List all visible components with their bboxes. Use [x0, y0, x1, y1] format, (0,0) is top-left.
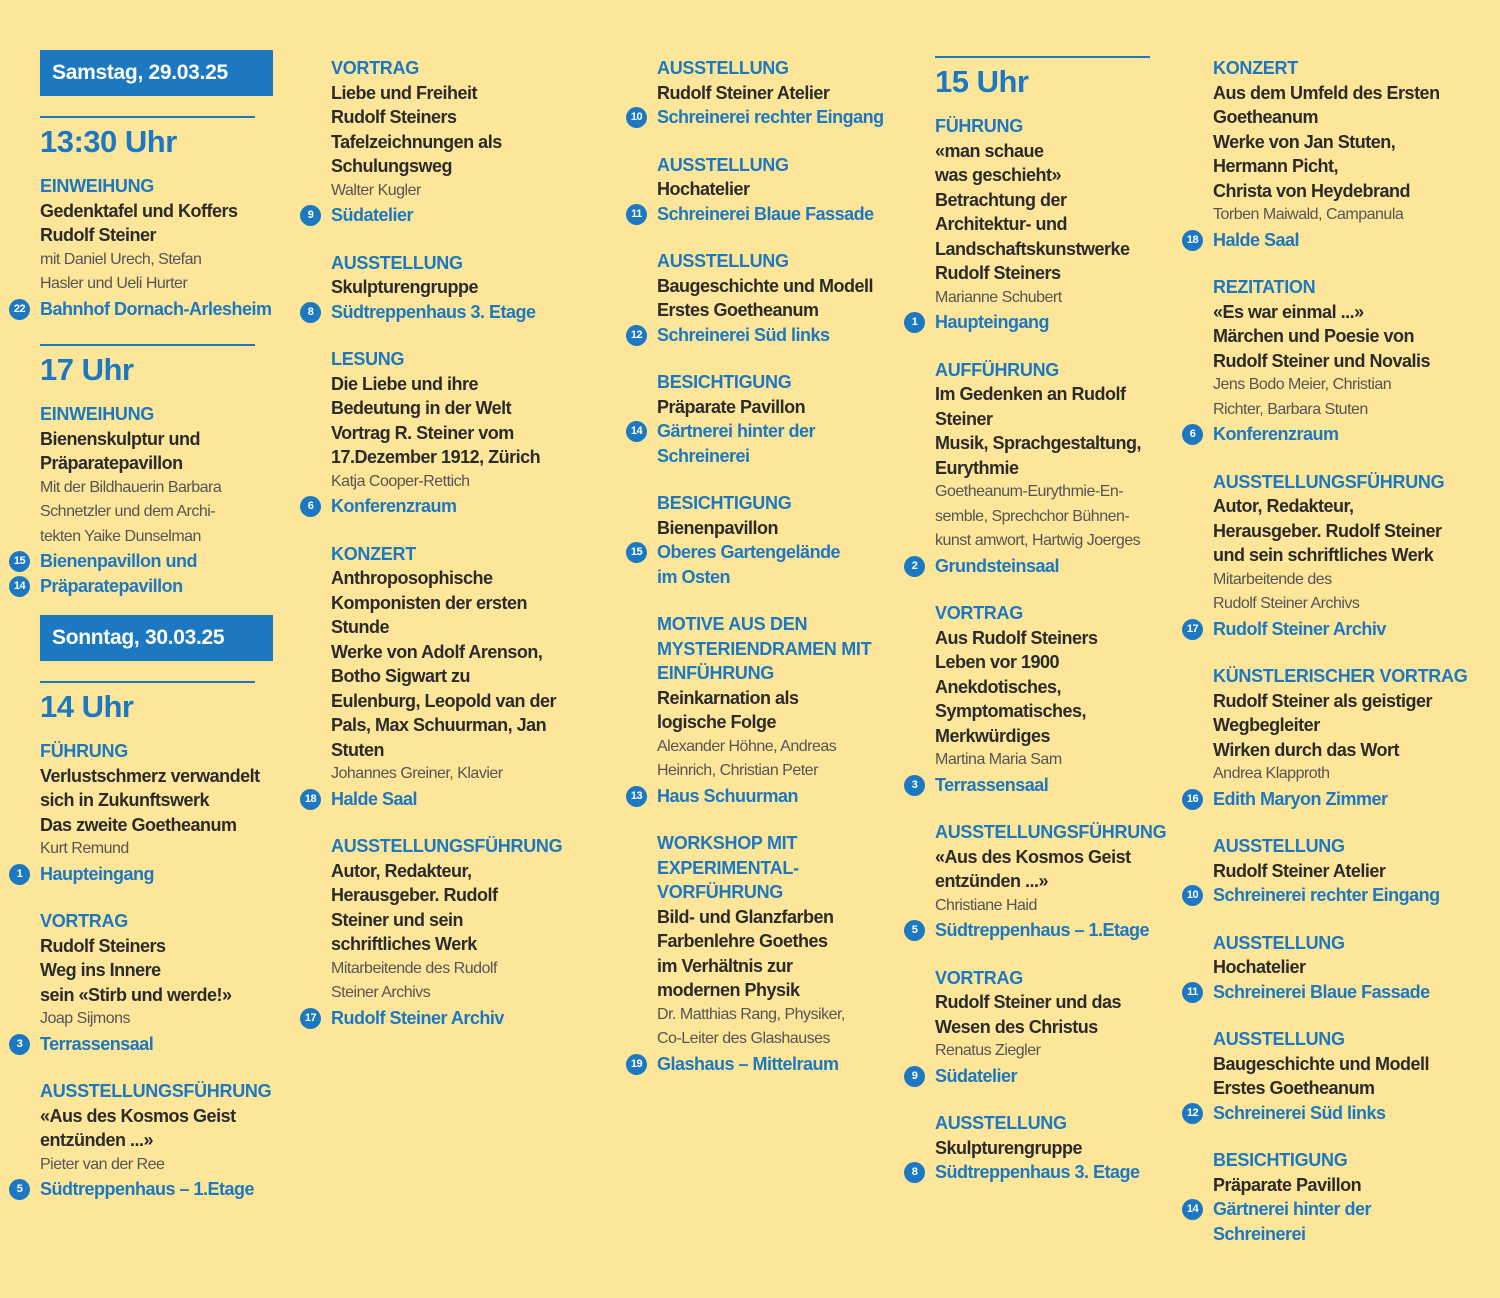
location-name: Südtreppenhaus – 1.Etage — [40, 1179, 255, 1199]
event-item — [1187, 931, 1483, 1005]
event-item — [1186, 1027, 1483, 1125]
location-name: Präparatepavillon — [40, 575, 183, 596]
event-people: Andrea Klapproth — [1213, 765, 1330, 782]
location-name: Haus Schuurman — [657, 785, 799, 806]
event-item — [16, 1079, 295, 1202]
event-item — [630, 831, 907, 1076]
event-location — [13, 297, 295, 322]
event-title: Rudolf Steiner Atelier — [657, 82, 830, 103]
time-heading: 14 Uhr — [40, 689, 134, 724]
event-people: Joap Sijmons — [40, 1010, 131, 1027]
event-item — [16, 739, 295, 886]
location-number-badge: 18 — [1182, 230, 1203, 251]
event-category: BESICHTIGUNG — [657, 372, 792, 392]
location-number-badge: 9 — [904, 1066, 925, 1087]
event-item — [304, 834, 591, 1030]
event-title: Bild- und Glanzfarben Farbenlehre Goethes im Verhältnis zur modernen Physik — [657, 906, 834, 1000]
event-item — [1189, 275, 1483, 447]
event-category: EINWEIHUNG — [40, 404, 155, 424]
event-category: MOTIVE AUS DEN MYSTERIENDRAMEN MIT EINFÜHRUNG — [657, 614, 872, 683]
location-name: Südatelier — [331, 205, 414, 225]
time-heading: 17 Uhr — [40, 352, 134, 387]
location-name: Schreinerei rechter Eingang — [1213, 885, 1440, 905]
location-name: Rudolf Steiner Archiv — [1213, 618, 1386, 639]
location-number-badge: 15 — [9, 551, 30, 572]
event-item — [13, 174, 295, 321]
event-location — [630, 540, 907, 589]
event-people: Mitarbeitende des Rudolf Steiner Archivs — [331, 959, 497, 1001]
event-category: KONZERT — [1213, 58, 1298, 78]
schedule-column-3 — [630, 56, 907, 1099]
location-name: Südtreppenhaus 3. Etage — [331, 301, 536, 322]
location-number-badge: 5 — [904, 920, 925, 941]
event-location — [911, 918, 1185, 943]
event-title: Die Liebe und ihre Bedeutung in der Welt Vortrag R. Steiner vom 17.Dezember 1912, Zürich — [331, 373, 541, 467]
location-name: Schreinerei rechter Eingang — [657, 107, 884, 127]
location-number-badge: 17 — [1182, 619, 1203, 640]
event-people: Torben Maiwald, Campanula — [1213, 206, 1404, 223]
event-title: «Es war einmal ...» Märchen und Poesie von Rudolf Steiner und Novalis — [1213, 301, 1431, 371]
event-item — [307, 56, 591, 228]
event-title: Autor, Redakteur, Herausgeber. Rudolf Steiner und sein schriftliches Werk — [1213, 496, 1442, 565]
location-name: Haupteingang — [935, 312, 1049, 332]
day-header: Samstag, 29.03.25 — [40, 50, 273, 96]
event-title: Gedenktafel und Koffers Rudolf Steiner — [40, 200, 238, 245]
event-item — [1186, 470, 1483, 642]
event-category: AUSSTELLUNG — [1213, 1029, 1345, 1049]
location-name: Südtreppenhaus – 1.Etage — [935, 920, 1150, 940]
event-item — [630, 491, 907, 589]
event-category: REZITATION — [1213, 277, 1316, 297]
event-title: Bienenpavillon — [657, 517, 779, 538]
event-title: Reinkarnation als logische Folge — [657, 687, 799, 732]
location-name: Rudolf Steiner Archiv — [331, 1007, 504, 1028]
event-title: Liebe und Freiheit Rudolf Steiners Tafelzeichnungen als Schulungsweg — [331, 82, 502, 176]
event-location — [630, 419, 907, 468]
event-location — [630, 323, 907, 348]
location-number-badge: 1 — [9, 864, 30, 885]
location-name: Schreinerei Blaue Fassade — [1213, 981, 1430, 1002]
event-people: Dr. Matthias Rang, Physiker, Co-Leiter des Glashauses — [657, 1005, 845, 1047]
event-item — [13, 402, 295, 598]
location-name: Terrassensaal — [40, 1033, 154, 1054]
event-title: Baugeschichte und Modell Erstes Goetheanum — [1213, 1053, 1430, 1098]
time-heading: 13:30 Uhr — [40, 124, 177, 159]
location-number-badge: 6 — [1182, 424, 1203, 445]
location-name: Schreinerei Blaue Fassade — [657, 203, 874, 224]
event-title: Im Gedenken an Rudolf Steiner Musik, Sprachgestaltung, Eurythmie — [935, 384, 1142, 478]
event-item — [1186, 834, 1483, 908]
time-heading: 15 Uhr — [935, 64, 1029, 99]
location-number-badge: 8 — [904, 1162, 925, 1183]
event-item — [1186, 664, 1483, 811]
event-location — [1186, 1101, 1483, 1126]
event-location — [307, 300, 591, 325]
location-number-badge: 16 — [1182, 789, 1203, 810]
event-people: Johannes Greiner, Klavier — [331, 765, 503, 782]
location-number-badge: 15 — [626, 542, 647, 563]
event-category: AUSSTELLUNG — [1213, 836, 1345, 856]
event-location — [304, 1006, 591, 1031]
event-item — [307, 347, 591, 519]
event-location — [1186, 617, 1483, 642]
event-category: AUSSTELLUNG — [657, 251, 789, 271]
location-name: Gärtnerei hinter der Schreinerei — [1213, 1199, 1372, 1244]
location-name: Konferenzraum — [331, 496, 457, 516]
event-category: AUSSTELLUNGSFÜHRUNG — [40, 1081, 272, 1101]
event-people: mit Daniel Urech, Stefan Hasler und Ueli Hurter — [40, 250, 202, 292]
event-category: VORTRAG — [331, 58, 419, 78]
event-people: Pieter van der Ree — [40, 1155, 165, 1173]
event-item — [631, 153, 907, 227]
event-item — [630, 612, 907, 808]
event-location — [1186, 883, 1483, 908]
event-location — [16, 1032, 295, 1057]
event-category: BESICHTIGUNG — [657, 493, 792, 513]
event-location — [1187, 980, 1483, 1005]
event-category: AUSSTELLUNG — [935, 1113, 1067, 1133]
event-location — [13, 549, 295, 574]
location-number-badge: 6 — [300, 496, 321, 517]
location-number-badge: 13 — [626, 786, 647, 807]
event-location — [304, 787, 591, 812]
event-category: AUFFÜHRUNG — [935, 359, 1059, 380]
event-location — [13, 574, 295, 599]
event-title: Autor, Redakteur, Herausgeber. Rudolf Steiner und sein schriftliches Werk — [331, 860, 498, 954]
event-item — [911, 966, 1185, 1089]
event-title: Aus dem Umfeld des Ersten Goetheanum Werke von Jan Stuten, Hermann Picht, Christa von Heydebrand — [1213, 82, 1440, 201]
event-category: KÜNSTLERISCHER VORTRAG — [1213, 666, 1468, 686]
location-name: Grundsteinsaal — [935, 555, 1060, 576]
event-item — [1186, 1148, 1483, 1246]
location-number-badge: 14 — [626, 421, 647, 442]
day-header: Sonntag, 30.03.25 — [40, 615, 273, 661]
event-category: AUSSTELLUNGSFÜHRUNG — [935, 822, 1167, 842]
location-number-badge: 9 — [300, 205, 321, 226]
location-number-badge: 12 — [1182, 1103, 1203, 1124]
location-name: Bienenpavillon und — [40, 551, 198, 571]
event-category: VORTRAG — [935, 967, 1023, 988]
location-number-badge: 14 — [1182, 1199, 1203, 1220]
event-location — [1186, 228, 1483, 253]
location-number-badge: 11 — [626, 204, 647, 225]
location-name: Halde Saal — [331, 788, 418, 809]
schedule-column-1 — [13, 56, 295, 1225]
event-category: AUSSTELLUNGSFÜHRUNG — [1213, 471, 1445, 492]
event-category: KONZERT — [331, 543, 416, 564]
event-title: «Aus des Kosmos Geist entzünden ...» — [935, 846, 1131, 891]
event-category: AUSSTELLUNG — [1213, 932, 1345, 953]
location-name: Südtreppenhaus 3. Etage — [935, 1162, 1140, 1182]
location-number-badge: 18 — [300, 789, 321, 810]
event-people: Katja Cooper-Rettich — [331, 472, 470, 490]
event-location — [16, 862, 295, 887]
location-number-badge: 5 — [9, 1179, 30, 1200]
event-people: Walter Kugler — [331, 181, 421, 199]
event-category: WORKSHOP MIT EXPERIMENTAL- VORFÜHRUNG — [657, 833, 799, 902]
location-name: Gärtnerei hinter der Schreinerei — [657, 421, 816, 466]
event-category: FÜHRUNG — [935, 116, 1023, 136]
location-name: Edith Maryon Zimmer — [1213, 788, 1388, 809]
event-location — [1186, 787, 1483, 812]
event-title: «Aus des Kosmos Geist entzünden ...» — [40, 1105, 236, 1150]
event-item — [630, 370, 907, 468]
event-category: VORTRAG — [40, 911, 128, 931]
event-category: LESUNG — [331, 349, 405, 369]
event-location — [911, 1160, 1185, 1185]
event-category: EINWEIHUNG — [40, 176, 155, 196]
event-location — [1186, 1197, 1483, 1246]
location-number-badge: 11 — [1182, 982, 1203, 1003]
event-title: Aus Rudolf Steiners Leben vor 1900 Anekdotisches, Symptomatisches, Merkwürdiges — [935, 627, 1098, 746]
event-category: AUSSTELLUNGSFÜHRUNG — [331, 836, 563, 856]
event-location — [307, 494, 591, 519]
schedule-column-4 — [911, 56, 1185, 1208]
event-item — [16, 909, 295, 1056]
event-item — [630, 249, 907, 347]
event-people: Goetheanum-Eurythmie-En- semble, Sprechchor Bühnen- kunst amwort, Hartwig Joerges — [935, 483, 1141, 549]
event-location — [307, 203, 591, 228]
event-item — [307, 251, 591, 325]
event-category: VORTRAG — [935, 603, 1023, 623]
event-title: Skulpturengruppe — [935, 1137, 1083, 1158]
event-people: Mit der Bildhauerin Barbara Schnetzler und dem Archi- tekten Yaike Dunselman — [40, 478, 222, 545]
event-title: Verlustschmerz verwandelt sich in Zukunftswerk Das zweite Goetheanum — [40, 765, 260, 835]
event-location — [911, 310, 1185, 335]
location-number-badge: 1 — [904, 312, 925, 333]
location-name: Konferenzraum — [1213, 424, 1339, 444]
location-name: Terrassensaal — [935, 774, 1049, 795]
location-number-badge: 22 — [9, 299, 30, 320]
event-item — [911, 601, 1185, 797]
event-people: Christiane Haid — [935, 896, 1037, 914]
time-divider — [40, 116, 255, 118]
event-title: Baugeschichte und Modell Erstes Goetheanum — [657, 275, 874, 320]
location-name: Oberes Gartengelände im Osten — [657, 542, 841, 587]
location-name: Halde Saal — [1213, 229, 1300, 250]
event-item — [630, 56, 907, 130]
schedule-column-5 — [1186, 56, 1483, 1269]
event-people: Mitarbeitende des Rudolf Steiner Archivs — [1213, 570, 1360, 612]
event-location — [911, 773, 1185, 798]
event-people: Kurt Remund — [40, 840, 129, 857]
event-location — [1189, 422, 1483, 447]
time-divider — [935, 56, 1150, 58]
event-item — [1186, 56, 1483, 252]
event-location — [631, 202, 907, 227]
location-name: Haupteingang — [40, 863, 154, 884]
event-title: Anthroposophische Komponisten der ersten Stunde Werke von Adolf Arenson, Botho Sigwart zu Eulenburg, Leopold van der Pals, Max Schuurman, Jan Stuten — [331, 568, 557, 760]
event-title: Rudolf Steiners Weg ins Innere sein «Stirb und werde!» — [40, 935, 232, 1005]
event-location — [16, 1177, 295, 1202]
event-item — [911, 1111, 1185, 1185]
event-item — [911, 114, 1185, 335]
event-title: Hochatelier — [1213, 957, 1306, 977]
location-number-badge: 3 — [904, 775, 925, 796]
event-item — [911, 358, 1185, 579]
location-name: Schreinerei Süd links — [657, 324, 830, 345]
event-title: Rudolf Steiner und das Wesen des Christus — [935, 992, 1122, 1037]
event-category: FÜHRUNG — [40, 741, 128, 761]
event-title: Bienenskulptur und Präparatepavillon — [40, 428, 201, 473]
event-title: Rudolf Steiner Atelier — [1213, 860, 1386, 881]
event-location — [911, 1064, 1185, 1089]
event-title: Präparate Pavillon — [657, 396, 806, 417]
schedule-column-2 — [304, 56, 591, 1053]
event-location — [630, 105, 907, 130]
location-number-badge: 10 — [626, 107, 647, 128]
location-number-badge: 8 — [300, 302, 321, 323]
time-divider — [40, 344, 255, 346]
location-number-badge: 12 — [626, 325, 647, 346]
time-divider — [40, 681, 255, 683]
event-location — [911, 554, 1185, 579]
event-people: Martina Maria Sam — [935, 751, 1062, 768]
event-title: Präparate Pavillon — [1213, 1174, 1362, 1195]
event-category: BESICHTIGUNG — [1213, 1150, 1348, 1170]
event-item — [304, 542, 591, 812]
location-number-badge: 14 — [9, 576, 30, 597]
location-number-badge: 2 — [904, 556, 925, 577]
event-category: AUSSTELLUNG — [331, 252, 463, 273]
event-location — [630, 784, 907, 809]
event-category: AUSSTELLUNG — [657, 154, 789, 175]
event-people: Renatus Ziegler — [935, 1042, 1041, 1059]
location-number-badge: 17 — [300, 1008, 321, 1029]
event-title: Skulpturengruppe — [331, 277, 479, 297]
location-name: Glashaus – Mittelraum — [657, 1053, 839, 1074]
location-number-badge: 19 — [626, 1054, 647, 1075]
event-location — [630, 1052, 907, 1077]
location-name: Bahnhof Dornach-Arlesheim — [40, 298, 272, 319]
event-item — [911, 820, 1185, 943]
location-name: Südatelier — [935, 1065, 1018, 1086]
event-title: Rudolf Steiner als geistiger Wegbegleiter Wirken durch das Wort — [1213, 690, 1433, 760]
event-title: Hochatelier — [657, 179, 750, 199]
location-number-badge: 10 — [1182, 885, 1203, 906]
event-people: Alexander Höhne, Andreas Heinrich, Christian Peter — [657, 737, 837, 779]
location-name: Schreinerei Süd links — [1213, 1102, 1386, 1123]
location-number-badge: 3 — [9, 1034, 30, 1055]
event-title: «man schaue was geschieht» Betrachtung der Architektur- und Landschaftskunstwerke Rudolf Steiners — [935, 140, 1130, 283]
event-category: AUSSTELLUNG — [657, 58, 789, 78]
event-people: Jens Bodo Meier, Christian Richter, Barbara Stuten — [1213, 376, 1392, 418]
event-people: Marianne Schubert — [935, 288, 1062, 306]
